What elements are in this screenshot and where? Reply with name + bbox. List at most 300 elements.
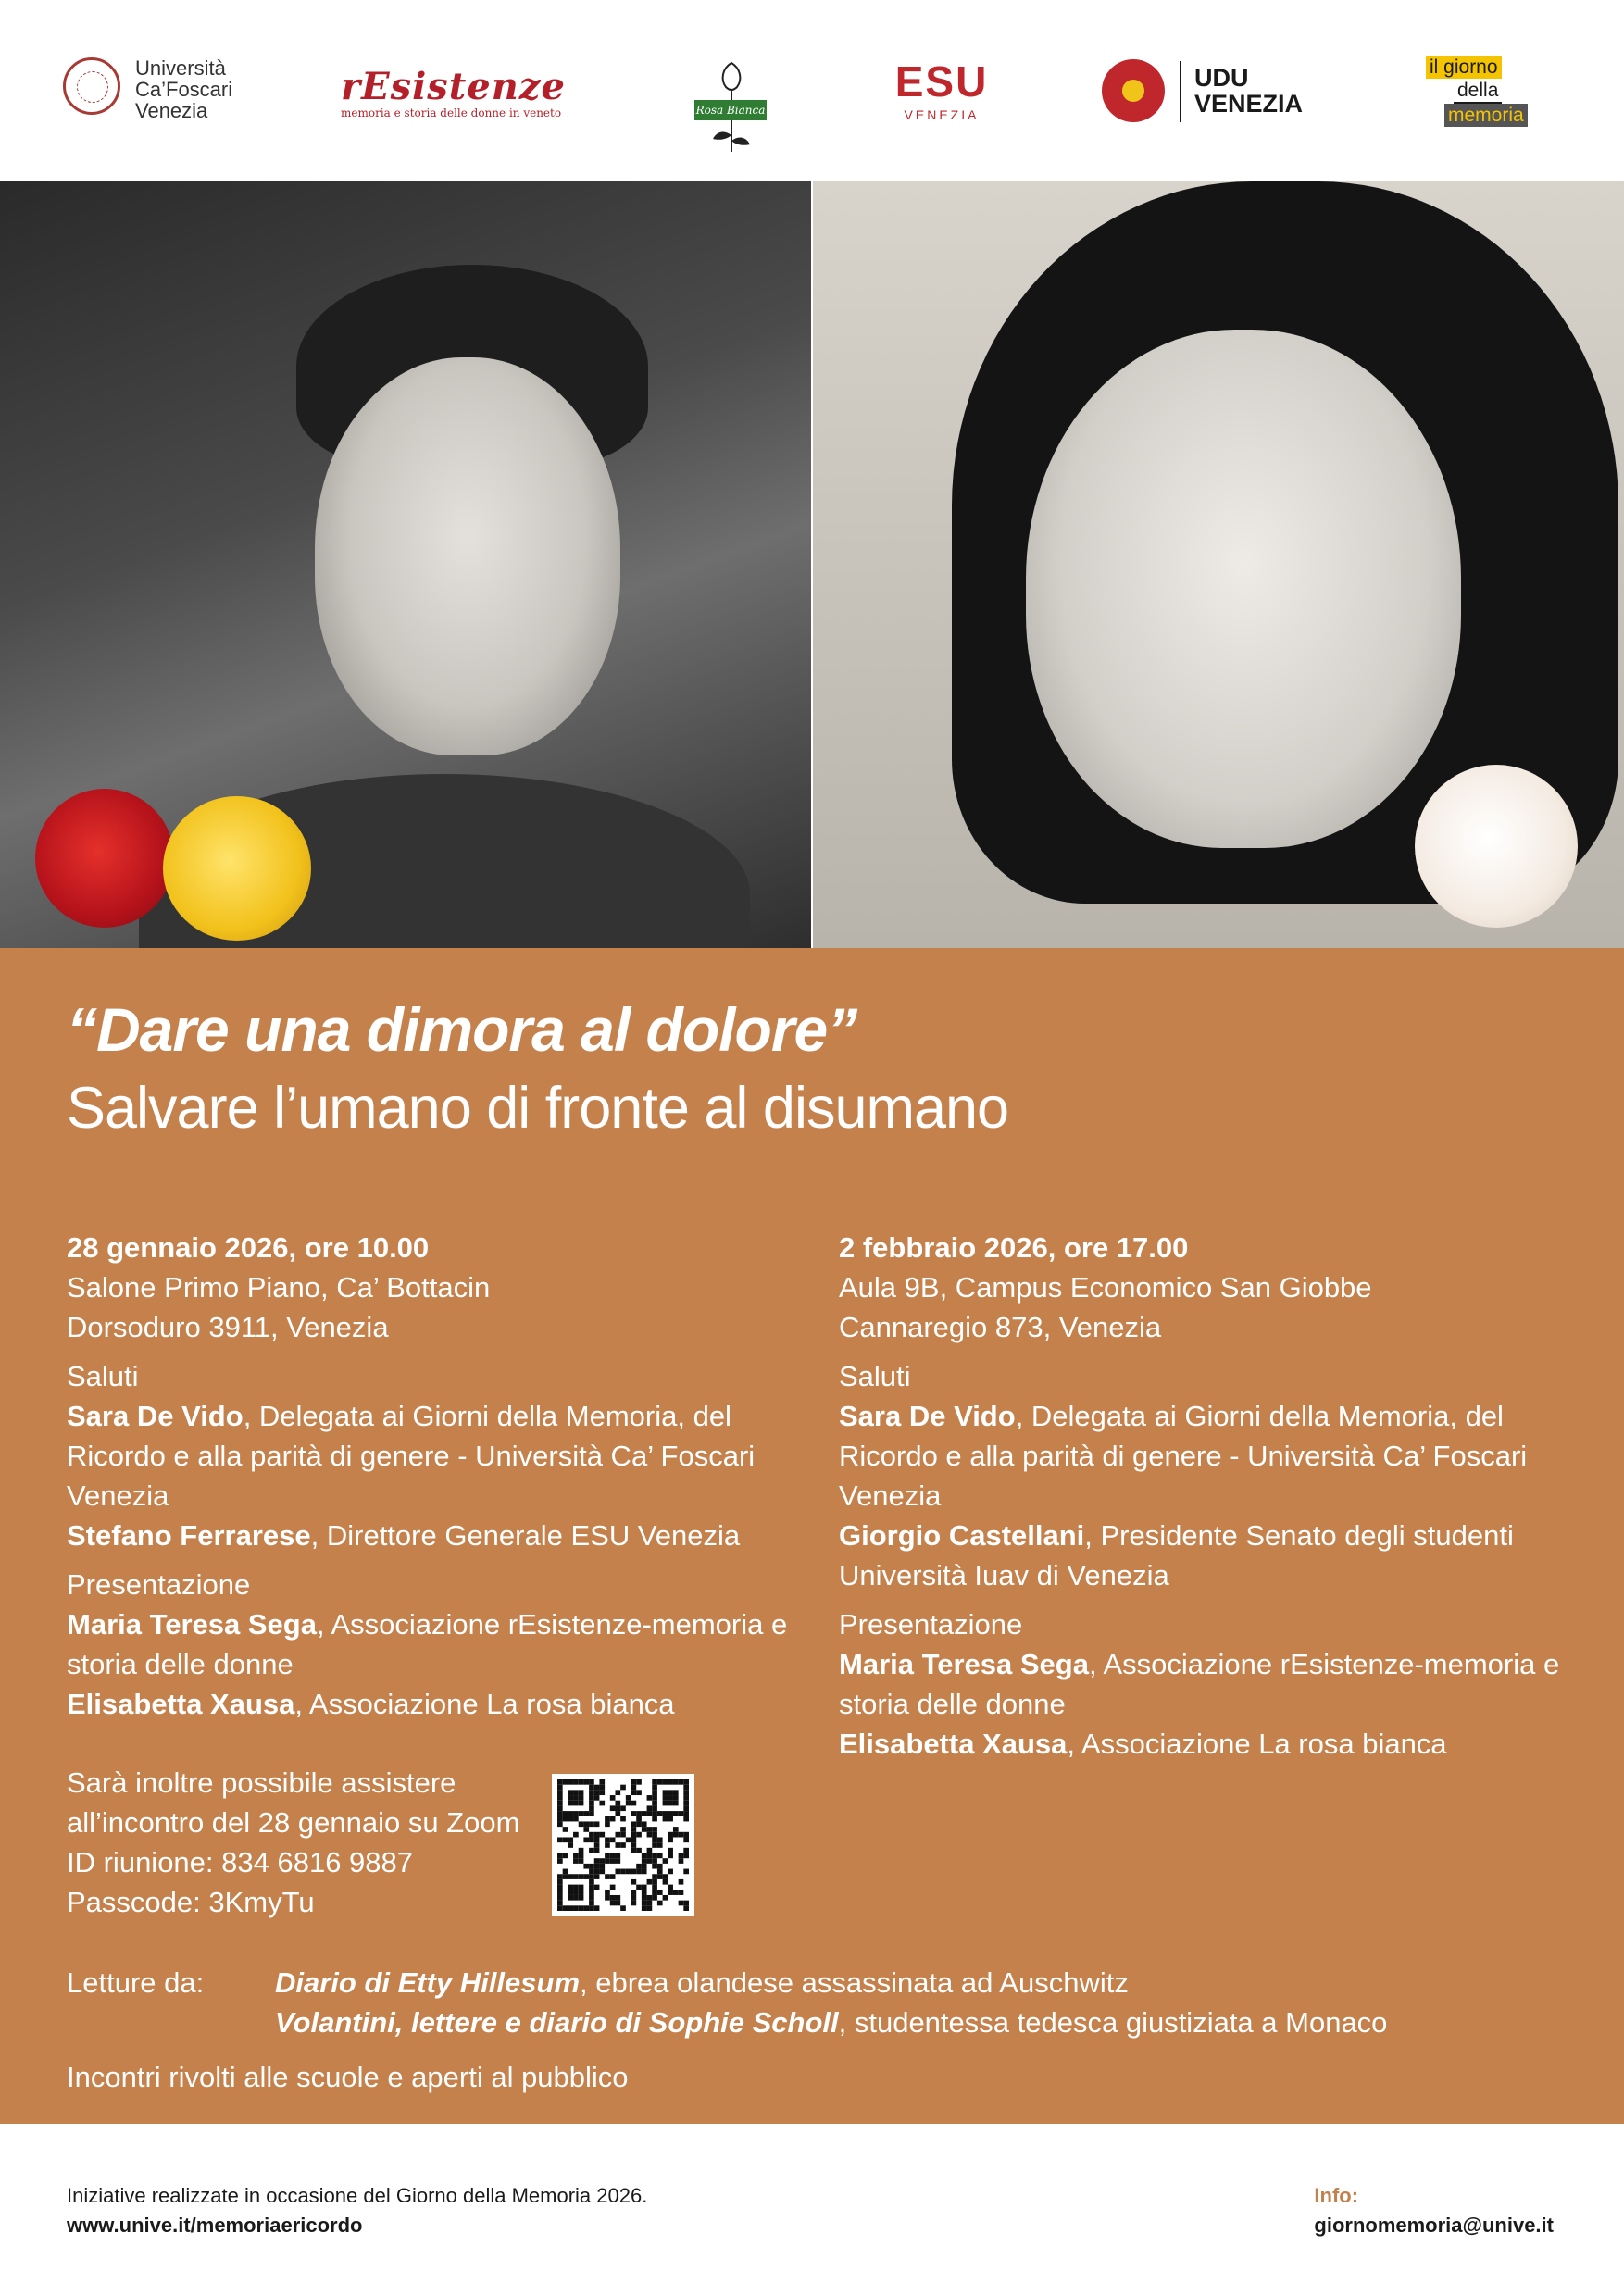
event-venue: Salone Primo Piano, Ca’ Bottacin xyxy=(67,1271,491,1304)
qr-module xyxy=(583,1827,589,1832)
unive-line-2: Ca’Foscari xyxy=(135,78,233,101)
qr-module xyxy=(652,1837,657,1842)
qr-module xyxy=(663,1879,668,1885)
qr-module xyxy=(679,1890,684,1895)
qr-module xyxy=(615,1832,620,1838)
qr-module xyxy=(652,1864,657,1869)
qr-module xyxy=(557,1879,563,1885)
qr-module xyxy=(589,1821,594,1827)
qr-module xyxy=(599,1832,605,1838)
zoom-meeting-id[interactable]: ID riunione: 834 6816 9887 xyxy=(67,1846,414,1878)
udu-badge-icon xyxy=(1102,59,1165,122)
qr-module xyxy=(589,1811,594,1816)
reading-title: Volantini, lettere e diario di Sophie Scholl xyxy=(275,2006,839,2039)
udu-wordmark xyxy=(1194,65,1303,117)
qr-module xyxy=(673,1779,679,1785)
qr-module xyxy=(642,1821,647,1827)
qr-module xyxy=(557,1795,563,1801)
qr-module xyxy=(647,1901,653,1906)
qr-module xyxy=(683,1816,689,1822)
qr-module xyxy=(557,1821,563,1827)
qr-module xyxy=(557,1805,563,1811)
qr-module xyxy=(673,1795,679,1801)
qr-module xyxy=(683,1832,689,1838)
qr-module xyxy=(610,1795,616,1801)
qr-module xyxy=(668,1816,673,1822)
qr-module xyxy=(573,1885,579,1890)
qr-module xyxy=(605,1895,610,1901)
qr-module xyxy=(673,1832,679,1838)
zoom-qr-code[interactable] xyxy=(552,1774,694,1916)
qr-module xyxy=(647,1827,653,1832)
qr-module xyxy=(589,1801,594,1806)
qr-module xyxy=(563,1811,568,1816)
qr-module xyxy=(652,1832,657,1838)
qr-module xyxy=(568,1779,573,1785)
qr-module xyxy=(636,1832,642,1838)
qr-module xyxy=(599,1790,605,1795)
qr-module xyxy=(683,1837,689,1842)
qr-module xyxy=(557,1801,563,1806)
qr-module xyxy=(563,1827,568,1832)
qr-module xyxy=(579,1801,584,1806)
qr-module xyxy=(642,1864,647,1869)
qr-module xyxy=(610,1901,616,1906)
rosa-bianca-logo[interactable] xyxy=(685,56,778,157)
qr-module xyxy=(579,1905,584,1911)
qr-module xyxy=(605,1874,610,1879)
qr-module xyxy=(573,1890,579,1895)
resistenze-logo[interactable] xyxy=(341,65,581,139)
poster-title: “Dare una dimora al dolore” xyxy=(67,995,857,1064)
qr-module xyxy=(631,1848,637,1853)
qr-module xyxy=(573,1811,579,1816)
qr-module xyxy=(557,1816,563,1822)
udu-line-2: VENEZIA xyxy=(1194,90,1304,118)
qr-module xyxy=(652,1890,657,1895)
greeter-entry xyxy=(839,1516,1580,1595)
speaker-role: , Associazione rEsistenze-memoria e storia delle donne xyxy=(839,1648,1560,1720)
qr-module xyxy=(557,1779,563,1785)
qr-module xyxy=(636,1816,642,1822)
qr-module xyxy=(647,1879,653,1885)
qr-module xyxy=(652,1895,657,1901)
qr-module xyxy=(647,1905,653,1911)
qr-module xyxy=(599,1858,605,1864)
event-january xyxy=(67,1228,807,1724)
qr-module xyxy=(683,1790,689,1795)
giorno-memoria-line-2: della xyxy=(1454,79,1502,104)
qr-module xyxy=(594,1905,600,1911)
qr-module xyxy=(642,1885,647,1890)
qr-module xyxy=(631,1890,637,1895)
qr-module xyxy=(657,1901,663,1906)
greeter-entry xyxy=(839,1396,1580,1516)
greeter-entry xyxy=(67,1516,807,1555)
speaker-role: , Presidente Senato degli studenti Università Iuav di Venezia xyxy=(839,1519,1514,1591)
qr-module xyxy=(683,1795,689,1801)
qr-module xyxy=(615,1858,620,1864)
qr-module xyxy=(626,1869,631,1875)
qr-module xyxy=(610,1874,616,1879)
qr-module xyxy=(583,1779,589,1785)
reading-desc: , studentessa tedesca giustiziata a Monaco xyxy=(838,2006,1388,2039)
qr-module xyxy=(652,1805,657,1811)
event-address: Dorsoduro 3911, Venezia xyxy=(67,1311,389,1343)
qr-module xyxy=(605,1890,610,1895)
qr-module xyxy=(594,1885,600,1890)
qr-module xyxy=(636,1811,642,1816)
qr-module xyxy=(594,1858,600,1864)
qr-module xyxy=(610,1837,616,1842)
qr-module xyxy=(557,1837,563,1842)
qr-module xyxy=(683,1901,689,1906)
qr-module xyxy=(636,1869,642,1875)
qr-module xyxy=(557,1905,563,1911)
qr-module xyxy=(605,1853,610,1859)
qr-module xyxy=(589,1779,594,1785)
qr-module xyxy=(668,1837,673,1842)
qr-module xyxy=(557,1874,563,1879)
qr-module xyxy=(652,1874,657,1879)
presenter-entry xyxy=(67,1604,807,1684)
qr-module xyxy=(589,1869,594,1875)
qr-module xyxy=(631,1832,637,1838)
qr-module xyxy=(652,1795,657,1801)
qr-module xyxy=(605,1842,610,1848)
speaker-name: Maria Teresa Sega xyxy=(67,1608,317,1641)
qr-module xyxy=(679,1779,684,1785)
qr-module xyxy=(583,1821,589,1827)
qr-module xyxy=(631,1779,637,1785)
qr-module xyxy=(563,1853,568,1859)
zoom-line-1: Sarà inoltre possibile assistere xyxy=(67,1766,456,1799)
qr-module xyxy=(642,1901,647,1906)
portrait-face xyxy=(1026,330,1461,848)
unive-wordmark xyxy=(135,57,232,121)
qr-module xyxy=(652,1853,657,1859)
speaker-role: , Associazione La rosa bianca xyxy=(1067,1728,1447,1760)
qr-module xyxy=(573,1801,579,1806)
qr-module xyxy=(657,1874,663,1879)
qr-module xyxy=(589,1901,594,1906)
qr-module xyxy=(563,1837,568,1842)
qr-module xyxy=(563,1869,568,1875)
qr-module xyxy=(620,1827,626,1832)
qr-module xyxy=(599,1779,605,1785)
qr-module xyxy=(594,1790,600,1795)
presenter-entry xyxy=(839,1644,1580,1724)
qr-module xyxy=(557,1890,563,1895)
qr-module xyxy=(563,1779,568,1785)
qr-module xyxy=(615,1811,620,1816)
qr-module xyxy=(642,1853,647,1859)
qr-module xyxy=(583,1905,589,1911)
qr-module xyxy=(657,1869,663,1875)
qr-module xyxy=(615,1801,620,1806)
speaker-role: , Delegata ai Giorni della Memoria, del Ricordo e alla parità di genere - Università Ca’ Foscari Venezia xyxy=(67,1400,756,1512)
qr-module xyxy=(610,1805,616,1811)
qr-module xyxy=(589,1895,594,1901)
etty-hillesum-portrait xyxy=(0,181,811,948)
qr-module xyxy=(557,1895,563,1901)
qr-module xyxy=(589,1890,594,1895)
qr-module xyxy=(657,1811,663,1816)
footer xyxy=(0,2124,1624,2296)
qr-module xyxy=(573,1779,579,1785)
esu-city: VENEZIA xyxy=(904,107,980,122)
reading-desc: , ebrea olandese assassinata ad Auschwitz xyxy=(580,1966,1129,1999)
readings-list xyxy=(275,1963,1571,2042)
qr-module xyxy=(663,1874,668,1879)
qr-module xyxy=(673,1890,679,1895)
speaker-name: Stefano Ferrarese xyxy=(67,1519,311,1552)
qr-module xyxy=(647,1811,653,1816)
yellow-rose-icon xyxy=(163,796,311,941)
qr-module xyxy=(615,1895,620,1901)
qr-module xyxy=(557,1853,563,1859)
qr-module xyxy=(668,1869,673,1875)
red-rose-icon xyxy=(35,789,174,928)
qr-module xyxy=(683,1779,689,1785)
qr-module xyxy=(657,1890,663,1895)
qr-module xyxy=(620,1816,626,1822)
qr-module xyxy=(594,1821,600,1827)
qr-module xyxy=(615,1805,620,1811)
speaker-name: Sara De Vido xyxy=(839,1400,1016,1432)
qr-module xyxy=(589,1864,594,1869)
qr-module xyxy=(673,1827,679,1832)
zoom-info xyxy=(67,1763,548,1922)
qr-module xyxy=(568,1842,573,1848)
unive-logo[interactable] xyxy=(63,57,257,131)
qr-module xyxy=(599,1864,605,1869)
event-date: 2 febbraio 2026, ore 17.00 xyxy=(839,1231,1189,1264)
qr-module xyxy=(683,1801,689,1806)
poster-subtitle: Salvare l’umano di fronte al disumano xyxy=(67,1076,1009,1141)
qr-module xyxy=(568,1890,573,1895)
greetings-label: Saluti xyxy=(839,1360,911,1392)
qr-module xyxy=(573,1795,579,1801)
qr-module xyxy=(579,1779,584,1785)
qr-module xyxy=(642,1890,647,1895)
qr-module xyxy=(599,1801,605,1806)
qr-module xyxy=(683,1848,689,1853)
qr-module xyxy=(647,1853,653,1859)
portrait-face xyxy=(315,357,620,755)
qr-module xyxy=(642,1895,647,1901)
qr-module xyxy=(610,1816,616,1822)
qr-module xyxy=(683,1853,689,1859)
qr-module xyxy=(594,1869,600,1875)
qr-module xyxy=(631,1901,637,1906)
qr-module xyxy=(631,1811,637,1816)
esu-logo[interactable] xyxy=(891,56,993,148)
footer-left xyxy=(67,2181,647,2240)
qr-module xyxy=(605,1821,610,1827)
qr-module xyxy=(673,1801,679,1806)
udu-divider xyxy=(1180,61,1181,122)
event-venue: Aula 9B, Campus Economico San Giobbe xyxy=(839,1271,1372,1304)
qr-module xyxy=(589,1832,594,1838)
event-date: 28 gennaio 2026, ore 10.00 xyxy=(67,1231,430,1264)
zoom-line-2: all’incontro del 28 gennaio su Zoom xyxy=(67,1806,520,1839)
qr-module xyxy=(557,1901,563,1906)
qr-module xyxy=(563,1874,568,1879)
qr-module xyxy=(631,1869,637,1875)
qr-module xyxy=(579,1895,584,1901)
qr-module xyxy=(568,1801,573,1806)
footer-right xyxy=(1314,2181,1554,2240)
qr-module xyxy=(589,1885,594,1890)
qr-module xyxy=(652,1785,657,1791)
qr-module xyxy=(652,1779,657,1785)
qr-module xyxy=(579,1885,584,1890)
qr-module xyxy=(679,1879,684,1885)
info-email-link[interactable]: giornomemoria@unive.it xyxy=(1314,2214,1554,2237)
qr-module xyxy=(636,1864,642,1869)
qr-module xyxy=(652,1858,657,1864)
giorno-memoria-logo[interactable] xyxy=(1426,56,1555,139)
qr-module xyxy=(557,1811,563,1816)
qr-module xyxy=(642,1869,647,1875)
qr-module xyxy=(642,1905,647,1911)
qr-module xyxy=(647,1805,653,1811)
qr-module xyxy=(652,1790,657,1795)
qr-module xyxy=(668,1811,673,1816)
qr-module xyxy=(657,1779,663,1785)
speaker-name: Maria Teresa Sega xyxy=(839,1648,1089,1680)
qr-module xyxy=(594,1837,600,1842)
speaker-name: Elisabetta Xausa xyxy=(839,1728,1068,1760)
qr-module xyxy=(620,1842,626,1848)
qr-module xyxy=(615,1842,620,1848)
qr-module xyxy=(683,1869,689,1875)
greeter-entry xyxy=(67,1396,807,1516)
qr-module xyxy=(652,1801,657,1806)
logo-bar xyxy=(0,0,1624,181)
qr-module xyxy=(599,1869,605,1875)
qr-module xyxy=(563,1905,568,1911)
qr-module xyxy=(568,1905,573,1911)
qr-module xyxy=(663,1779,668,1785)
qr-module xyxy=(620,1805,626,1811)
qr-module xyxy=(631,1801,637,1806)
qr-module xyxy=(579,1848,584,1853)
qr-module xyxy=(663,1816,668,1822)
qr-module xyxy=(589,1848,594,1853)
resistenze-tagline: memoria e storia delle donne in veneto xyxy=(341,106,562,119)
qr-module xyxy=(668,1885,673,1890)
qr-module xyxy=(610,1853,616,1859)
qr-module xyxy=(568,1816,573,1822)
qr-module xyxy=(594,1795,600,1801)
audience-note: Incontri rivolti alle scuole e aperti al pubblico xyxy=(67,2061,629,2093)
qr-module xyxy=(583,1811,589,1816)
readings-label: Letture da: xyxy=(67,1966,205,1999)
sophie-scholl-portrait xyxy=(813,181,1624,948)
qr-module xyxy=(679,1811,684,1816)
speaker-name: Giorgio Castellani xyxy=(839,1519,1085,1552)
qr-module xyxy=(631,1821,637,1827)
udu-logo[interactable] xyxy=(1102,59,1324,133)
qr-module xyxy=(594,1864,600,1869)
qr-module xyxy=(668,1801,673,1806)
qr-module xyxy=(668,1790,673,1795)
footer-note: Iniziative realizzate in occasione del Giorno della Memoria 2026. xyxy=(67,2184,648,2207)
info-label: Info: xyxy=(1314,2184,1359,2207)
white-rose-icon xyxy=(1415,765,1578,928)
qr-module xyxy=(589,1805,594,1811)
qr-module xyxy=(620,1785,626,1791)
qr-module xyxy=(663,1895,668,1901)
qr-module xyxy=(642,1827,647,1832)
speaker-name: Sara De Vido xyxy=(67,1400,244,1432)
qr-module xyxy=(568,1874,573,1879)
qr-module xyxy=(620,1905,626,1911)
qr-module xyxy=(636,1779,642,1785)
qr-module xyxy=(579,1821,584,1827)
speaker-role: , Direttore Generale ESU Venezia xyxy=(310,1519,741,1552)
qr-module xyxy=(631,1879,637,1885)
qr-module xyxy=(673,1811,679,1816)
qr-module xyxy=(579,1790,584,1795)
qr-module xyxy=(610,1885,616,1890)
unive-seal-icon xyxy=(63,57,120,115)
qr-module xyxy=(589,1785,594,1791)
qr-module xyxy=(573,1874,579,1879)
qr-module xyxy=(615,1790,620,1795)
qr-module xyxy=(568,1790,573,1795)
qr-module xyxy=(557,1885,563,1890)
qr-module xyxy=(647,1858,653,1864)
speaker-role: , Delegata ai Giorni della Memoria, del Ricordo e alla parità di genere - Università Ca’ Foscari Venezia xyxy=(839,1400,1528,1512)
unive-line-3: Venezia xyxy=(135,99,208,122)
reading-item xyxy=(275,2003,1571,2042)
qr-module xyxy=(647,1848,653,1853)
qr-module xyxy=(679,1832,684,1838)
footer-url-link[interactable]: www.unive.it/memoriaericordo xyxy=(67,2214,363,2237)
unive-line-1: Università xyxy=(135,56,226,80)
qr-module xyxy=(579,1853,584,1859)
qr-module xyxy=(652,1816,657,1822)
qr-module xyxy=(679,1901,684,1906)
giorno-memoria-line-3: memoria xyxy=(1444,104,1528,127)
qr-module xyxy=(579,1795,584,1801)
qr-module xyxy=(568,1885,573,1890)
qr-module xyxy=(657,1842,663,1848)
udu-line-1: UDU xyxy=(1194,64,1249,92)
qr-module xyxy=(568,1795,573,1801)
qr-module xyxy=(683,1805,689,1811)
event-address: Cannaregio 873, Venezia xyxy=(839,1311,1162,1343)
qr-module xyxy=(663,1790,668,1795)
qr-module xyxy=(679,1858,684,1864)
qr-module xyxy=(594,1874,600,1879)
qr-module xyxy=(683,1905,689,1911)
qr-module xyxy=(579,1890,584,1895)
qr-module xyxy=(605,1837,610,1842)
qr-module xyxy=(636,1885,642,1890)
qr-module xyxy=(657,1864,663,1869)
qr-module xyxy=(631,1785,637,1791)
qr-module xyxy=(668,1832,673,1838)
qr-module xyxy=(573,1816,579,1822)
zoom-passcode[interactable]: Passcode: 3KmyTu xyxy=(67,1886,315,1918)
qr-module xyxy=(583,1864,589,1869)
qr-module xyxy=(663,1811,668,1816)
qr-module xyxy=(679,1853,684,1859)
